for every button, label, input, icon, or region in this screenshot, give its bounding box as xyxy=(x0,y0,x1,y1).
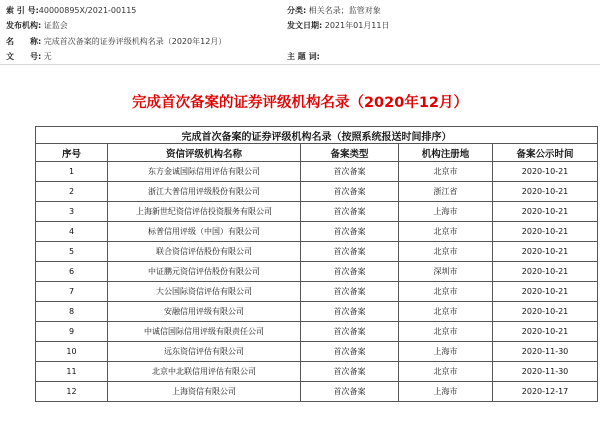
publication-date: 2020-11-30 xyxy=(493,342,598,362)
agency-name: 北京中北联信用评估有限公司 xyxy=(108,362,301,382)
category-row xyxy=(287,3,381,18)
issue-date-label: 发文日期: xyxy=(287,21,323,30)
filing-type: 首次备案 xyxy=(301,182,399,202)
document-name-row xyxy=(6,34,226,49)
table-row xyxy=(36,322,598,342)
issue-date-value: 2021年01月11日 xyxy=(324,21,390,30)
issuer-row xyxy=(6,18,68,33)
row-number: 6 xyxy=(36,262,108,282)
row-number: 5 xyxy=(36,242,108,262)
publication-date: 2020-10-21 xyxy=(493,162,598,182)
row-number: 12 xyxy=(36,382,108,402)
row-number: 3 xyxy=(36,202,108,222)
table-header-row xyxy=(36,144,598,162)
publication-date: 2020-10-21 xyxy=(493,302,598,322)
row-number: 1 xyxy=(36,162,108,182)
table-row xyxy=(36,382,598,402)
publication-date: 2020-10-21 xyxy=(493,282,598,302)
filing-type: 首次备案 xyxy=(301,342,399,362)
column-header-agency-name: 资信评级机构名称 xyxy=(108,144,301,162)
subject-label: 主 题 词: xyxy=(287,52,320,61)
document-number-value: 无 xyxy=(43,52,52,61)
filing-type: 首次备案 xyxy=(301,262,399,282)
table-body xyxy=(36,162,598,402)
agency-name: 东方金诚国际信用评估有限公司 xyxy=(108,162,301,182)
table-row xyxy=(36,222,598,242)
agency-name: 大公国际资信评估有限公司 xyxy=(108,282,301,302)
row-number: 4 xyxy=(36,222,108,242)
publication-date: 2020-10-21 xyxy=(493,242,598,262)
publication-date: 2020-10-21 xyxy=(493,262,598,282)
registered-location: 北京市 xyxy=(399,222,493,242)
filing-type: 首次备案 xyxy=(301,302,399,322)
index-number-row xyxy=(6,3,136,18)
agency-name: 标普信用评级（中国）有限公司 xyxy=(108,222,301,242)
registered-location: 北京市 xyxy=(399,282,493,302)
column-header-number: 序号 xyxy=(36,144,108,162)
category-label: 分类: xyxy=(287,6,307,15)
table-row xyxy=(36,262,598,282)
row-number: 10 xyxy=(36,342,108,362)
table-row xyxy=(36,182,598,202)
filing-type: 首次备案 xyxy=(301,222,399,242)
row-number: 8 xyxy=(36,302,108,322)
agency-name: 中证鹏元资信评估股份有限公司 xyxy=(108,262,301,282)
rating-agency-table xyxy=(35,126,598,402)
document-name-label: 名 称: xyxy=(6,37,42,46)
table-caption: 完成首次备案的证券评级机构名录（按照系统报送时间排序） xyxy=(36,127,598,144)
agency-name: 联合资信评估股份有限公司 xyxy=(108,242,301,262)
issuer-label: 发布机构: xyxy=(6,21,42,30)
registered-location: 北京市 xyxy=(399,302,493,322)
document-name-value: 完成首次备案的证券评级机构名录（2020年12月） xyxy=(43,37,227,46)
page-title: 完成首次备案的证券评级机构名录（2020年12月） xyxy=(131,95,469,111)
agency-name: 上海资信有限公司 xyxy=(108,382,301,402)
metadata-divider xyxy=(0,64,600,65)
agency-name: 中诚信国际信用评级有限责任公司 xyxy=(108,322,301,342)
registered-location: 北京市 xyxy=(399,162,493,182)
row-number: 9 xyxy=(36,322,108,342)
publication-date: 2020-12-17 xyxy=(493,382,598,402)
publication-date: 2020-10-21 xyxy=(493,202,598,222)
registered-location: 北京市 xyxy=(399,242,493,262)
registered-location: 北京市 xyxy=(399,362,493,382)
category-value: 相关名录；监管对象 xyxy=(308,6,381,15)
table-row xyxy=(36,202,598,222)
issue-date-row xyxy=(287,18,389,33)
agency-name: 浙江大普信用评级股份有限公司 xyxy=(108,182,301,202)
issuer-value: 证监会 xyxy=(43,21,68,30)
publication-date: 2020-10-21 xyxy=(493,182,598,202)
filing-type: 首次备案 xyxy=(301,202,399,222)
column-header-filing-type: 备案类型 xyxy=(301,144,399,162)
table-caption-row xyxy=(36,127,598,144)
document-number-row xyxy=(6,49,52,64)
table-row xyxy=(36,302,598,322)
table-row xyxy=(36,162,598,182)
column-header-registered-location: 机构注册地 xyxy=(399,144,493,162)
document-metadata xyxy=(0,0,600,64)
registered-location: 浙江省 xyxy=(399,182,493,202)
publication-date: 2020-11-30 xyxy=(493,362,598,382)
registered-location: 上海市 xyxy=(399,382,493,402)
agency-name: 远东资信评估有限公司 xyxy=(108,342,301,362)
registered-location: 北京市 xyxy=(399,322,493,342)
subject-row xyxy=(287,49,320,64)
registered-location: 上海市 xyxy=(399,202,493,222)
row-number: 11 xyxy=(36,362,108,382)
publication-date: 2020-10-21 xyxy=(493,222,598,242)
filing-type: 首次备案 xyxy=(301,242,399,262)
filing-type: 首次备案 xyxy=(301,382,399,402)
filing-type: 首次备案 xyxy=(301,362,399,382)
agency-name: 安融信用评级有限公司 xyxy=(108,302,301,322)
publication-date: 2020-10-21 xyxy=(493,322,598,342)
table-row xyxy=(36,342,598,362)
registered-location: 上海市 xyxy=(399,342,493,362)
document-number-label: 文 号: xyxy=(6,52,42,61)
filing-type: 首次备案 xyxy=(301,162,399,182)
index-number-value: 40000895X/2021-00115 xyxy=(38,6,137,15)
table-row xyxy=(36,282,598,302)
column-header-publication-date: 备案公示时间 xyxy=(493,144,598,162)
filing-type: 首次备案 xyxy=(301,282,399,302)
registered-location: 深圳市 xyxy=(399,262,493,282)
table-row xyxy=(36,362,598,382)
row-number: 7 xyxy=(36,282,108,302)
filing-type: 首次备案 xyxy=(301,322,399,342)
index-number-label: 索 引 号: xyxy=(6,6,39,15)
row-number: 2 xyxy=(36,182,108,202)
agency-name: 上海新世纪资信评估投资服务有限公司 xyxy=(108,202,301,222)
table-row xyxy=(36,242,598,262)
